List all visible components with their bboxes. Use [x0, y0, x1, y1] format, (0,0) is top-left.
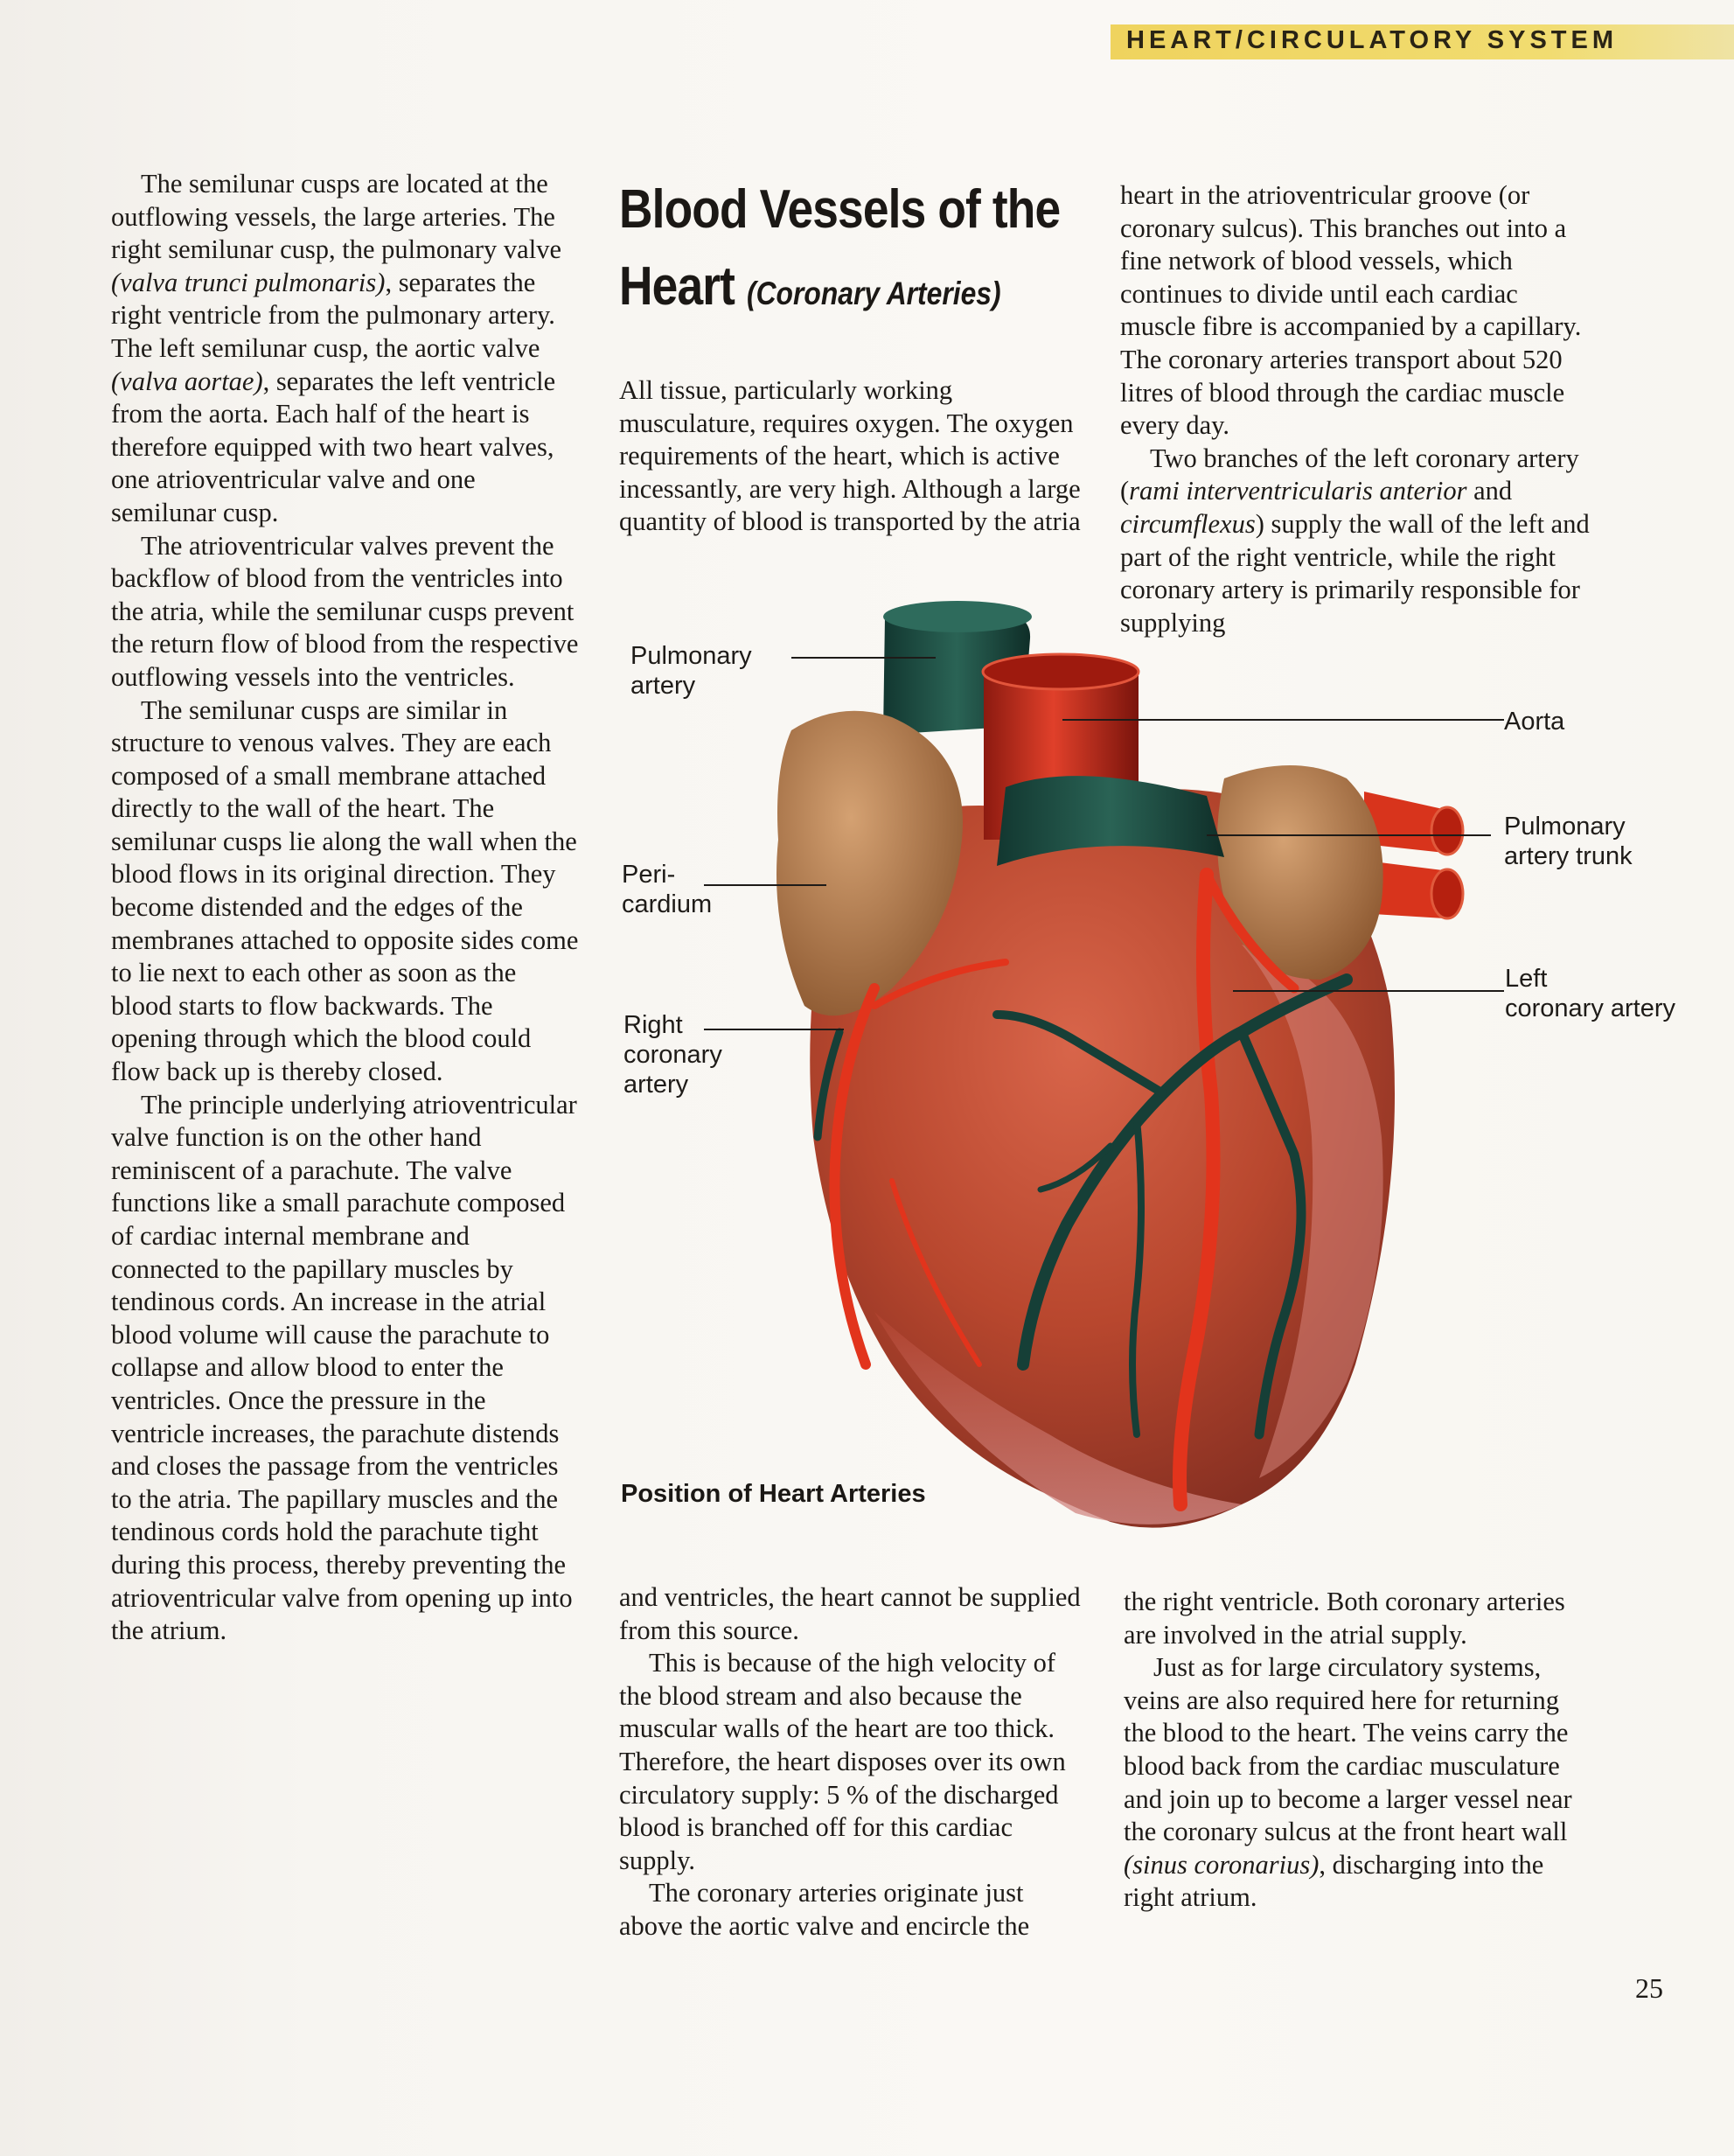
label-right-coronary-artery: Right coronary artery	[623, 1011, 722, 1099]
label-pulmonary-artery-trunk: Pulmonary artery trunk	[1504, 813, 1633, 870]
paragraph: Just as for large circulatory systems, veins are also required here for returning the blood to the heart. The veins carry the blood back from the cardiac musculature and join up to become a larger vessel near the coronary sulcus at the front heart wall (sinus coronarius), discharging into the right atrium.	[1124, 1652, 1572, 1913]
text-column-3-bottom	[1124, 1586, 1596, 1915]
label-left-coronary-artery: Left coronary artery	[1505, 965, 1676, 1022]
label-aorta: Aorta	[1504, 708, 1565, 736]
paragraph: All tissue, particularly working musculature, requires oxygen. The oxygen requirements of the heart, which is active incessantly, are very high. Although a large quantity of blood is transported by the atria	[619, 375, 1081, 537]
title-line-1: Blood Vessels of the	[619, 179, 1061, 240]
title-line-2: Heart (Coronary Arteries)	[619, 256, 1001, 317]
label-pericardium: Peri- cardium	[622, 861, 713, 918]
paragraph: The atrioventricular valves prevent the backflow of blood from the ventricles into the atria, while the semilunar cusps prevent the return flow of blood from the respective outflowing vessels into the ventricles.	[111, 530, 579, 692]
paragraph: The semilunar cusps are similar in structure to venous valves. They are each composed of a small membrane attached directly to the wall of the heart. The semilunar cusps lie along the wall when the blood flows in its original direction. They become distended and the edges of the membranes attached to opposite sides come to lie next to each other as soon as the blood starts to flow backwards. The opening through which the blood could flow back up is thereby closed.	[111, 694, 579, 1087]
text-column-2-bottom	[619, 1581, 1091, 1943]
paragraph: Two branches of the left coronary artery (rami interventricularis anterior and circumflexus) supply the wall of the left and part of the right ventricle, while the right coronary artery is primarily responsible for supplying	[1120, 443, 1590, 638]
paragraph: The coronary arteries originate just above the aortic valve and encircle the	[619, 1878, 1030, 1941]
label-pulmonary-artery: Pulmonary artery	[630, 642, 752, 700]
paragraph: This is because of the high velocity of the blood stream and also because the muscular walls of the heart are too thick. Therefore, the heart disposes over its own circulatory supply: 5 % of the discharged blood is branched off for this cardiac supply.	[619, 1648, 1066, 1875]
paragraph: heart in the atrioventricular groove (or coronary sulcus). This branches out into a fine network of blood vessels, which continues to divide until each cardiac muscle fibre is accompanied by a capillary. The coronary arteries transport about 520 litres of blood through the cardiac muscle every day.	[1120, 180, 1582, 441]
page-number: 25	[1635, 1972, 1663, 2004]
paragraph: the right ventricle. Both coronary arteries are involved in the atrial supply.	[1124, 1587, 1565, 1650]
section-header-text: HEART/CIRCULATORY SYSTEM	[1126, 26, 1619, 54]
paragraph: and ventricles, the heart cannot be supplied from this source.	[619, 1582, 1081, 1645]
aorta-vessel	[983, 654, 1224, 866]
paragraph: The semilunar cusps are located at the outflowing vessels, the large arteries. The right semilunar cusp, the pulmonary valve (valva trunci pulmonaris), separates the right ventricle from the pulmonary artery. The left semilunar cusp, the aortic valve (valva aortae), separates the left ventricle from the aorta. Each half of the heart is therefore equipped with two heart valves, one atrioventricular valve and one semilunar cusp.	[111, 169, 561, 527]
paragraph: The principle underlying atrioventricular valve function is on the other hand reminiscent of a parachute. The valve functions like a small parachute composed of cardiac internal membrane and connected to the papillary muscles by tendinous cords. An increase in the atrial blood volume will cause the parachute to collapse and allow blood to enter the ventricles. Once the pressure in the ventricle increases, the parachute distends and closes the passage from the ventricles to the atria. The papillary muscles and the tendinous cords hold the parachute tight during this process, thereby preventing the atrioventricular valve from opening up into the atrium.	[111, 1089, 577, 1646]
figure-caption: Position of Heart Arteries	[621, 1480, 926, 1508]
